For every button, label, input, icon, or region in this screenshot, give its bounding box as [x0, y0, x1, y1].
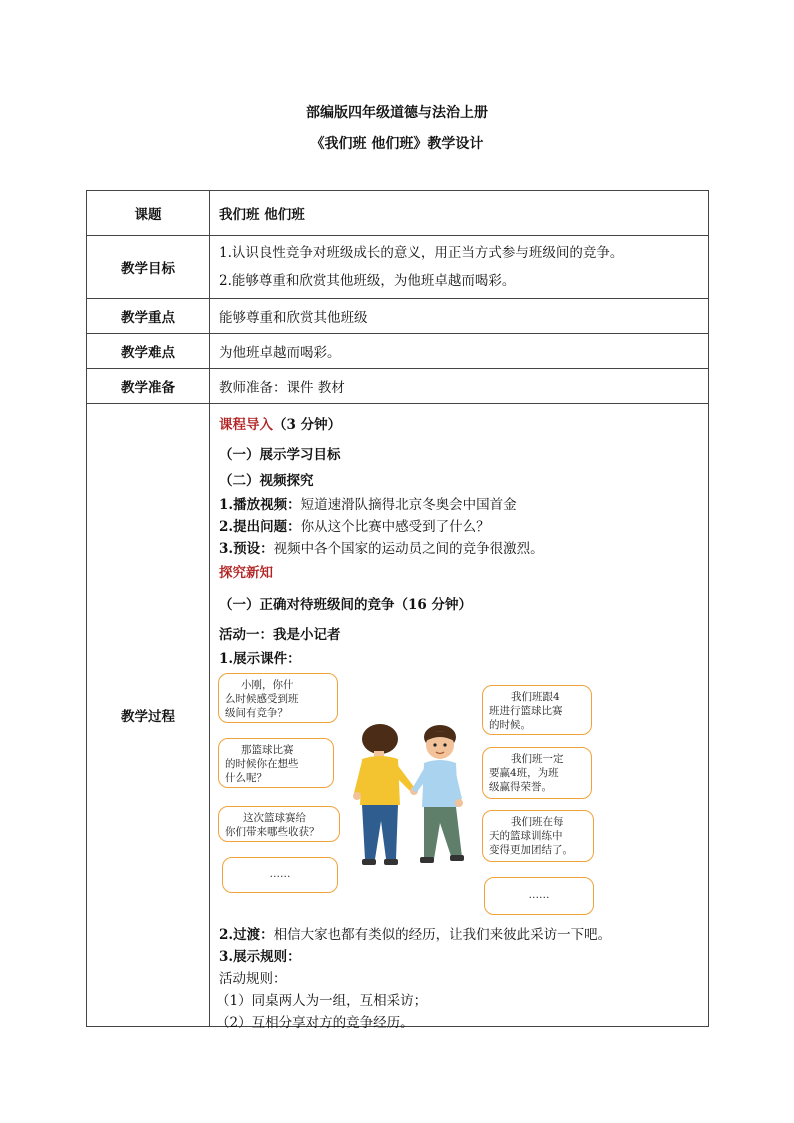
section-video: （二）视频探究	[219, 473, 314, 489]
bubble-left-4: ……	[222, 857, 338, 893]
row-goals	[87, 236, 709, 299]
value-topic: 我们班 他们班	[210, 191, 709, 236]
two-children-handshake-illustration	[348, 723, 480, 873]
row-preparation	[87, 369, 709, 404]
goal-1: 1.认识良性竞争对班级成长的意义，用正当方式参与班级间的竞争。	[219, 245, 624, 261]
transition-line: 2.过渡：相信大家也都有类似的经历，让我们来彼此采访一下吧。	[219, 927, 612, 943]
label-difficulty: 教学难点	[87, 334, 210, 369]
value-preparation: 教师准备：课件 教材	[210, 369, 709, 404]
bubble-right-3: 我们班在每 天的篮球训练中 变得更加团结了。	[482, 810, 594, 862]
row-difficulty	[87, 334, 709, 369]
label-process: 教学过程	[87, 404, 210, 1027]
value-difficulty: 为他班卓越而喝彩。	[210, 334, 709, 369]
activity-one-heading: 活动一：我是小记者	[219, 627, 341, 643]
child-right-figure	[412, 725, 464, 863]
step-question: 2.提出问题：你从这个比赛中感受到了什么？	[219, 519, 490, 535]
step-play-video: 1.播放视频：短道速滑队摘得北京冬奥会中国首金	[219, 497, 517, 513]
step-preset: 3.预设：视频中各个国家的运动员之间的竞争很激烈。	[219, 541, 544, 557]
row-topic	[87, 191, 709, 236]
bubble-left-3: 这次篮球赛给 你们带来哪些收获？	[218, 806, 340, 842]
row-process	[87, 404, 709, 1027]
document-subtitle: 《我们班 他们班》教学设计	[310, 136, 484, 152]
bubble-left-2: 那篮球比赛 的时候你在想些 什么呢？	[218, 738, 334, 788]
document-title: 部编版四年级道德与法治上册	[306, 105, 488, 121]
part-one-heading: （一）正确对待班级间的竞争（16 分钟）	[219, 597, 472, 613]
lesson-plan-table	[86, 190, 709, 1031]
label-key-points: 教学重点	[87, 299, 210, 334]
bubble-right-4: ……	[484, 877, 594, 915]
goal-2: 2.能够尊重和欣赏其他班级，为他班卓越而喝彩。	[219, 273, 516, 289]
rules-label: 3.展示规则：	[219, 949, 301, 965]
rule-1: （1）同桌两人为一组，互相采访；	[216, 993, 428, 1009]
intro-heading: 课程导入（3 分钟）	[219, 417, 342, 433]
show-slides-label: 1.展示课件：	[219, 651, 301, 667]
value-key-points: 能够尊重和欣赏其他班级	[210, 299, 709, 334]
explore-heading: 探究新知	[219, 565, 273, 581]
label-preparation: 教学准备	[87, 369, 210, 404]
bubble-right-2: 我们班一定 要赢4班，为班 级赢得荣誉。	[482, 747, 592, 799]
section-goals: （一）展示学习目标	[219, 447, 341, 463]
child-left-figure	[353, 724, 418, 865]
label-topic: 课题	[87, 191, 210, 236]
value-process	[210, 404, 709, 1031]
bubble-left-1: 小刚，你什 么时候感受到班 级间有竞争？	[218, 673, 338, 723]
rule-2: （2）互相分享对方的竞争经历。	[216, 1015, 414, 1031]
rules-title: 活动规则：	[219, 971, 287, 987]
row-key-points	[87, 299, 709, 334]
label-goals: 教学目标	[87, 236, 210, 299]
bubble-right-1: 我们班跟4 班进行篮球比赛 的时候。	[482, 685, 592, 735]
value-goals	[210, 236, 709, 299]
